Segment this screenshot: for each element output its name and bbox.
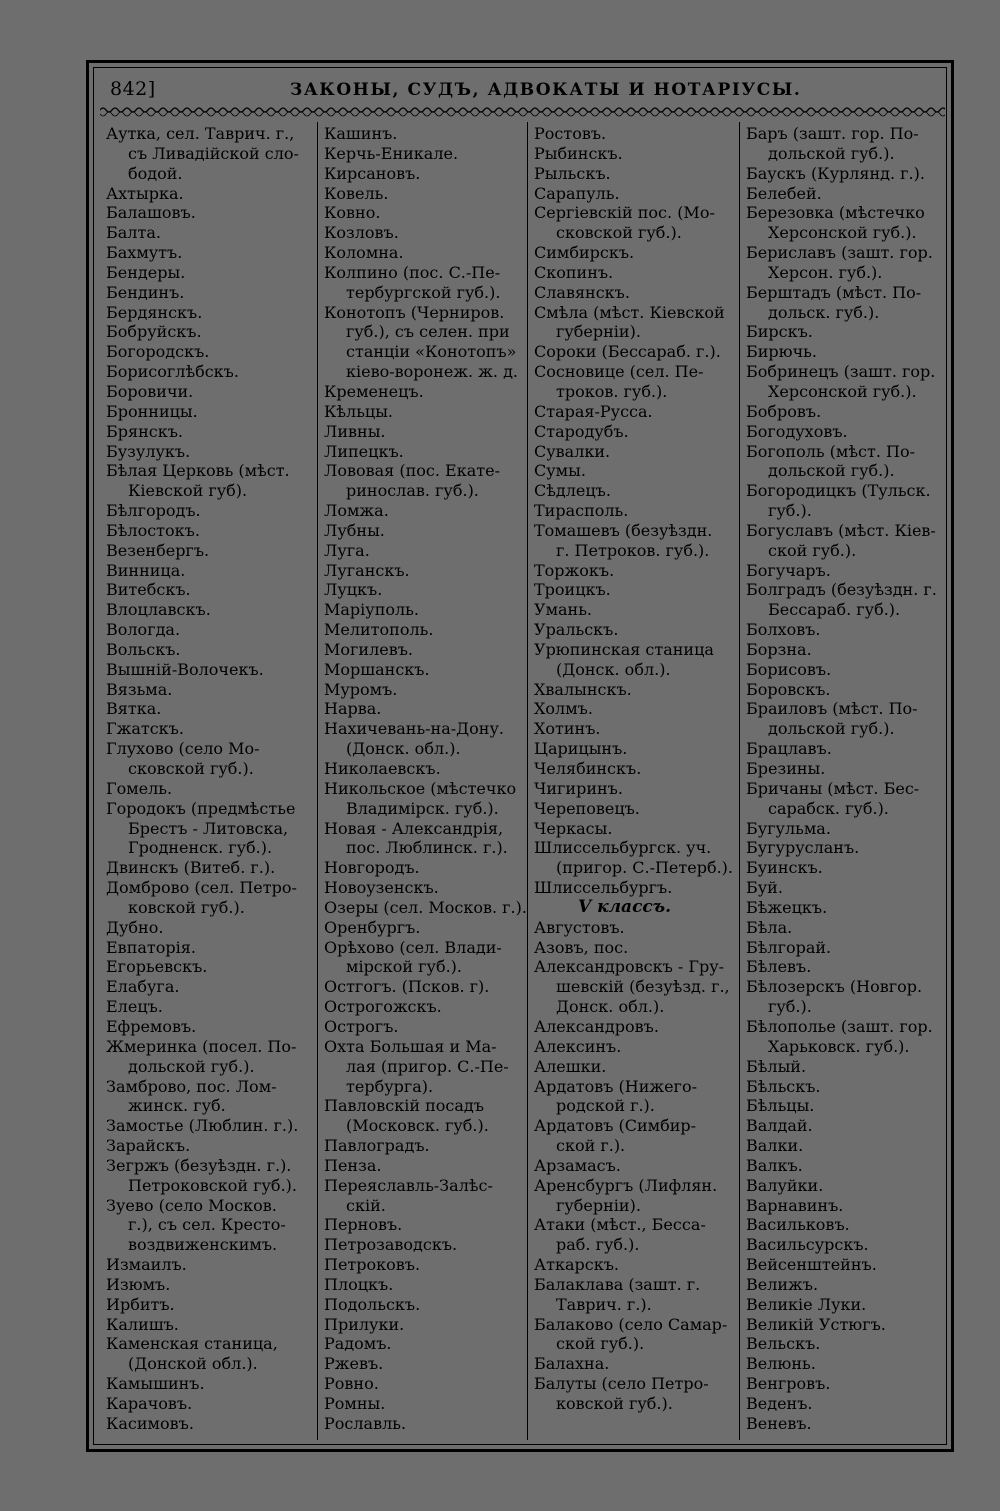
entry-line: Новоузенскъ. xyxy=(324,878,439,898)
entry-line: Новая - Александрія, xyxy=(324,818,504,838)
entry-line: Сосновице (сел. Пе- xyxy=(534,362,704,382)
entry-line: Ахтырка. xyxy=(106,183,184,203)
entry-line: Озеры (сел. Москов. г.). xyxy=(324,897,527,917)
entry-line: Урюпинская станица xyxy=(534,639,714,659)
entry-line: Муромъ. xyxy=(324,679,398,699)
entry-line: Бирючь. xyxy=(746,342,817,362)
entry-line: Рыбинскъ. xyxy=(534,143,623,163)
entry-line: Бѣлополье (зашт. гор. xyxy=(746,1016,933,1036)
entry-line: Липецкъ. xyxy=(324,441,404,461)
entry-line: Гжатскъ. xyxy=(106,719,184,739)
entry-continuation: лая (пригор. С.-Пе- xyxy=(346,1056,509,1076)
entry-line: Изюмъ. xyxy=(106,1274,171,1294)
entry-line: Влоцлавскъ. xyxy=(106,600,211,620)
entry-line: Зуево (село Москов. xyxy=(106,1195,277,1215)
entry-line: Варнавинъ. xyxy=(746,1195,844,1215)
entry-line: Торжокъ. xyxy=(534,560,615,580)
entry-continuation: губерніи). xyxy=(556,1195,641,1215)
entry-line: Баускъ (Курлянд. г.). xyxy=(746,163,925,183)
entry-line: Бобринецъ (зашт. гор. xyxy=(746,362,936,382)
entry-line: Бѣлозерскъ (Новгор. xyxy=(746,977,923,997)
entry-line: Александровъ. xyxy=(534,1016,659,1036)
entry-line: Августовъ. xyxy=(534,917,625,937)
column-3 xyxy=(534,124,734,1414)
entry-line: Хвалынскъ. xyxy=(534,679,632,699)
entry-continuation: ской губ.). xyxy=(556,1334,645,1354)
entry-line: Везенбергъ. xyxy=(106,540,210,560)
entry-line: Сувалки. xyxy=(534,441,611,461)
entry-line: Бѣжецкъ. xyxy=(746,897,828,917)
entry-continuation: тербургской губ.). xyxy=(346,282,501,302)
entry-line: Бугульма. xyxy=(746,818,831,838)
entry-line: Бѣлгородъ. xyxy=(106,501,201,521)
entry-line: Венгровъ. xyxy=(746,1374,831,1394)
entry-line: Белебей. xyxy=(746,183,822,203)
entry-continuation: Таврич. г.). xyxy=(556,1294,652,1314)
entry-line: Сороки (Бессараб. г.). xyxy=(534,342,721,362)
entry-line: Валдай. xyxy=(746,1116,813,1136)
entry-line: Колпино (пос. С.-Пе- xyxy=(324,262,501,282)
entry-line: Бобруйскъ. xyxy=(106,322,202,342)
entry-line: Великіе Луки. xyxy=(746,1294,867,1314)
entry-line: Николаевскъ. xyxy=(324,759,441,778)
entry-line: Нарва. xyxy=(324,699,382,719)
entry-line: Балаково (село Самар- xyxy=(534,1314,728,1334)
entry-line: Борзна. xyxy=(746,639,812,659)
entry-line: Вышній-Волочекъ. xyxy=(106,659,264,679)
entry-line: Вейсенштейнъ. xyxy=(746,1255,877,1275)
entry-continuation: Кіевской губ). xyxy=(128,481,248,501)
entry-line: Перновъ. xyxy=(324,1215,403,1235)
entry-line: Арзамасъ. xyxy=(534,1155,621,1175)
entry-line: Боровскъ. xyxy=(746,679,831,699)
entry-continuation: губ.). xyxy=(768,501,812,521)
entry-line: Оренбургъ. xyxy=(324,917,421,937)
entry-line: Мелитополь. xyxy=(324,620,434,640)
running-head-title: ЗАКОНЫ, СУДЪ, АДВОКАТЫ И НОТАРІУСЫ. xyxy=(290,80,802,100)
entry-line: Луганскъ. xyxy=(324,560,410,580)
entry-line: Бѣльскъ. xyxy=(746,1076,821,1096)
entry-line: Хотинъ. xyxy=(534,719,601,739)
entry-continuation: скій. xyxy=(346,1195,386,1215)
entry-line: Веденъ. xyxy=(746,1394,813,1413)
entry-line: Аренсбургъ (Лифлян. xyxy=(534,1175,718,1195)
entry-line: Калишъ. xyxy=(106,1314,179,1334)
entry-continuation: Донск. обл.). xyxy=(556,997,665,1017)
entry-line: Веневъ. xyxy=(746,1413,812,1433)
entry-continuation: станціи «Конотопъ» xyxy=(346,342,517,362)
entry-line: Рыльскъ. xyxy=(534,163,611,183)
entry-line: Бендинъ. xyxy=(106,282,185,302)
entry-line: Славянскъ. xyxy=(534,282,630,302)
entry-line: Рославль. xyxy=(324,1413,407,1433)
entry-line: Браиловъ (мѣст. По- xyxy=(746,699,918,719)
entry-line: Измаилъ. xyxy=(106,1255,187,1275)
entry-line: Вологда. xyxy=(106,620,181,640)
entry-line: Боровичи. xyxy=(106,381,194,401)
entry-line: Скопинъ. xyxy=(534,262,614,282)
column-4 xyxy=(746,124,946,1434)
entry-continuation: Херсон. губ.). xyxy=(768,262,883,282)
entry-line: Балахна. xyxy=(534,1354,610,1374)
entry-line: Ардатовъ (Симбир- xyxy=(534,1116,697,1136)
entry-line: Елабуга. xyxy=(106,977,180,997)
entry-continuation: родской г.). xyxy=(556,1096,655,1116)
entry-line: Кашинъ. xyxy=(324,124,398,143)
entry-line: Борисовъ. xyxy=(746,659,832,679)
entry-line: Касимовъ. xyxy=(106,1413,194,1433)
entry-line: Стародубъ. xyxy=(534,421,629,441)
entry-continuation: дольской губ.). xyxy=(768,461,895,481)
entry-line: Камышинъ. xyxy=(106,1374,205,1394)
entry-continuation: сковской губ.). xyxy=(128,759,254,778)
entry-continuation: тербурга). xyxy=(346,1076,434,1096)
entry-line: Евпаторія. xyxy=(106,937,196,957)
entry-line: Ломжа. xyxy=(324,501,389,521)
entry-line: Томашевъ (безуѣздн. xyxy=(534,520,713,540)
entry-line: Шлиссельбургск. уч. xyxy=(534,838,712,858)
entry-line: Луцкъ. xyxy=(324,580,383,600)
entry-continuation: Гродненск. губ.). xyxy=(128,838,273,858)
entry-line: Витебскъ. xyxy=(106,580,191,600)
entry-line: Острогожскъ. xyxy=(324,997,442,1017)
entry-continuation: мірской губ.). xyxy=(346,957,462,977)
entry-continuation: (Донск. обл.). xyxy=(346,739,461,759)
entry-line: Великій Устюгъ. xyxy=(746,1314,886,1334)
entry-line: Симбирскъ. xyxy=(534,243,635,263)
entry-line: Бричаны (мѣст. Бес- xyxy=(746,778,920,798)
entry-continuation: шевскій (безуѣзд. г., xyxy=(556,977,730,997)
entry-line: Каменская станица, xyxy=(106,1334,278,1354)
entry-line: Елецъ. xyxy=(106,997,163,1017)
entry-line: Чигиринъ. xyxy=(534,778,623,798)
entry-continuation: жинск. губ. xyxy=(128,1096,226,1116)
entry-continuation: г. Петроков. губ.). xyxy=(556,540,710,560)
entry-line: Двинскъ (Витеб. г.). xyxy=(106,858,276,878)
entry-line: Велюнь. xyxy=(746,1354,816,1374)
entry-line: Бирскъ. xyxy=(746,322,813,342)
entry-line: Охта Большая и Ма- xyxy=(324,1036,497,1056)
entry-line: Конотопъ (Черниров. xyxy=(324,302,505,322)
column-1 xyxy=(106,124,314,1434)
entry-continuation: Бессараб. губ.). xyxy=(768,600,901,620)
entry-line: Бендеры. xyxy=(106,262,186,282)
entry-line: Вязьма. xyxy=(106,679,173,699)
entry-line: Ирбитъ. xyxy=(106,1294,175,1314)
entry-line: Борисоглѣбскъ. xyxy=(106,362,239,382)
entry-line: Балта. xyxy=(106,223,161,243)
entry-line: Ефремовъ. xyxy=(106,1016,197,1036)
entry-line: Прилуки. xyxy=(324,1314,405,1334)
entry-continuation: дольской губ.). xyxy=(768,719,895,739)
entry-line: Балаклава (зашт. г. xyxy=(534,1274,701,1294)
entry-line: Богодуховъ. xyxy=(746,421,848,441)
entry-line: Валуйки. xyxy=(746,1175,824,1195)
entry-line: Вельскъ. xyxy=(746,1334,821,1354)
entry-line: Сергіевскій пос. (Мо- xyxy=(534,203,715,223)
entry-line: Ростовъ. xyxy=(534,124,607,143)
entry-continuation: ринослав. губ.). xyxy=(346,481,479,501)
entry-line: Уральскъ. xyxy=(534,620,619,640)
entry-line: Никольское (мѣстечко xyxy=(324,778,517,798)
entry-line: Радомъ. xyxy=(324,1334,392,1354)
entry-continuation: раб. губ.). xyxy=(556,1235,640,1255)
entry-line: Острогъ. xyxy=(324,1016,399,1036)
entry-continuation: ковской губ.). xyxy=(128,897,245,917)
entry-continuation: (Московск. губ.). xyxy=(346,1116,489,1136)
entry-line: Бѣлевъ. xyxy=(746,957,812,977)
entry-line: Березовка (мѣстечко xyxy=(746,203,925,223)
entry-line: Бериславъ (зашт. гор. xyxy=(746,243,933,263)
entry-line: Аткарскъ. xyxy=(534,1255,619,1275)
entry-line: Богучаръ. xyxy=(746,560,831,580)
entry-line: Ливны. xyxy=(324,421,386,441)
entry-line: Череповецъ. xyxy=(534,798,640,818)
entry-line: Шлиссельбургъ. xyxy=(534,878,673,898)
entry-continuation: Харьковск. губ.). xyxy=(768,1036,910,1056)
entry-line: Болховъ. xyxy=(746,620,821,640)
entry-line: Ковель. xyxy=(324,183,389,203)
entry-continuation: воздвиженскимъ. xyxy=(128,1235,278,1255)
entry-line: Алексинъ. xyxy=(534,1036,622,1056)
entry-line: Сѣдлецъ. xyxy=(534,481,611,501)
entry-line: Бѣлгорай. xyxy=(746,937,832,957)
entry-continuation: бодой. xyxy=(128,163,183,183)
entry-line: Бузулукъ. xyxy=(106,441,191,461)
entry-continuation: Херсонской губ.). xyxy=(768,381,917,401)
entry-line: Старая-Русса. xyxy=(534,401,653,421)
entry-continuation: Херсонской губ.). xyxy=(768,223,917,243)
entry-line: Карачовъ. xyxy=(106,1394,193,1413)
entry-line: Балуты (село Петро- xyxy=(534,1374,709,1394)
entry-continuation: дольск. губ.). xyxy=(768,302,880,322)
entry-line: Керчь-Еникале. xyxy=(324,143,459,163)
entry-continuation: ковской губ.). xyxy=(556,1394,673,1413)
entry-line: Алешки. xyxy=(534,1056,607,1076)
column-divider xyxy=(317,122,318,1440)
entry-line: Бахмутъ. xyxy=(106,243,183,263)
entry-line: Тирасполь. xyxy=(534,501,629,521)
entry-line: Коломна. xyxy=(324,243,404,263)
entry-line: Пенза. xyxy=(324,1155,382,1175)
entry-line: Бронницы. xyxy=(106,401,198,421)
entry-line: Кирсановъ. xyxy=(324,163,421,183)
entry-line: Богородицкъ (Тульск. xyxy=(746,481,931,501)
entry-line: Бѣлый. xyxy=(746,1056,807,1076)
entry-line: Ардатовъ (Нижего- xyxy=(534,1076,697,1096)
entry-line: Гомель. xyxy=(106,778,173,798)
entry-line: Валки. xyxy=(746,1136,804,1156)
entry-line: Могилевъ. xyxy=(324,639,413,659)
entry-line: Ромны. xyxy=(324,1394,386,1413)
entry-line: Бѣльцы. xyxy=(746,1096,815,1116)
entry-line: Винница. xyxy=(106,560,186,580)
entry-line: Бердянскъ. xyxy=(106,302,203,322)
entry-line: Остгогъ. (Псков. г). xyxy=(324,977,490,997)
entry-line: Петрозаводскъ. xyxy=(324,1235,458,1255)
entry-line: Переяславль-Залѣс- xyxy=(324,1175,493,1195)
entry-line: Плоцкъ. xyxy=(324,1274,394,1294)
entry-line: Царицынъ. xyxy=(534,739,628,759)
entry-line: Нахичевань-на-Дону. xyxy=(324,719,504,739)
entry-line: Троицкъ. xyxy=(534,580,611,600)
entry-continuation: дольской губ.). xyxy=(128,1056,255,1076)
entry-line: Вольскъ. xyxy=(106,639,181,659)
entry-line: Бѣлостокъ. xyxy=(106,520,200,540)
entry-line: Ровно. xyxy=(324,1374,379,1394)
entry-line: Лубны. xyxy=(324,520,385,540)
entry-line: Лововая (пос. Екате- xyxy=(324,461,500,481)
entry-line: Замброво, пос. Лом- xyxy=(106,1076,277,1096)
entry-line: Бобровъ. xyxy=(746,401,822,421)
entry-line: Аутка, сел. Таврич. г., xyxy=(106,124,295,143)
entry-continuation: Петроковской губ.). xyxy=(128,1175,297,1195)
entry-line: Луга. xyxy=(324,540,370,560)
entry-line: Бѣла. xyxy=(746,917,793,937)
section-heading: V классъ. xyxy=(578,896,672,917)
entry-line: Брацлавъ. xyxy=(746,739,832,759)
entry-line: Черкасы. xyxy=(534,818,613,838)
entry-line: Брянскъ. xyxy=(106,421,183,441)
entry-line: Болградъ (безуѣздн. г. xyxy=(746,580,937,600)
entry-line: Подольскъ. xyxy=(324,1294,421,1314)
wavy-rule xyxy=(100,104,945,120)
entry-line: Ржевъ. xyxy=(324,1354,384,1374)
page-number: 842] xyxy=(110,78,156,100)
entry-line: Козловъ. xyxy=(324,223,399,243)
entry-continuation: Владимірск. губ.). xyxy=(346,798,499,818)
entry-line: Кѣльцы. xyxy=(324,401,394,421)
entry-line: Маріуполь. xyxy=(324,600,419,620)
entry-line: Буинскъ. xyxy=(746,858,823,878)
entry-line: Зарайскъ. xyxy=(106,1136,191,1156)
entry-line: Дубно. xyxy=(106,917,164,937)
entry-line: Баръ (зашт. гор. По- xyxy=(746,124,919,143)
entry-line: Жмеринка (посел. По- xyxy=(106,1036,297,1056)
entry-continuation: кіево-воронеж. ж. д. xyxy=(346,362,518,382)
entry-continuation: г.), съ сел. Кресто- xyxy=(128,1215,286,1235)
entry-continuation: троков. губ.). xyxy=(556,381,668,401)
entry-continuation: (Донской обл.). xyxy=(128,1354,258,1374)
entry-line: Смѣла (мѣст. Кіевской xyxy=(534,302,725,322)
entry-continuation: (пригор. С.-Петерб.). xyxy=(556,858,734,878)
column-2 xyxy=(324,124,527,1434)
entry-continuation: сарабск. губ.). xyxy=(768,798,889,818)
entry-continuation: съ Ливадійской сло- xyxy=(128,143,299,163)
entry-line: Городокъ (предмѣстье xyxy=(106,798,296,818)
column-divider xyxy=(739,122,740,1440)
entry-line: Моршанскъ. xyxy=(324,659,430,679)
entry-line: Павлоградъ. xyxy=(324,1136,430,1156)
entry-continuation: Брестъ - Литовска, xyxy=(128,818,289,838)
entry-line: Челябинскъ. xyxy=(534,759,642,778)
entry-continuation: дольской губ.). xyxy=(768,143,895,163)
entry-line: Атаки (мѣст., Бесса- xyxy=(534,1215,706,1235)
entry-continuation: пос. Люблинск. г.). xyxy=(346,838,508,858)
entry-continuation: губ.). xyxy=(768,997,812,1017)
entry-line: Азовъ, пос. xyxy=(534,937,629,957)
entry-line: Балашовъ. xyxy=(106,203,196,223)
entry-line: Александровскъ - Гру- xyxy=(534,957,725,977)
entry-continuation: (Донск. обл.). xyxy=(556,659,671,679)
entry-line: Васильковъ. xyxy=(746,1215,850,1235)
column-divider xyxy=(527,122,528,1440)
entry-line: Васильсурскъ. xyxy=(746,1235,869,1255)
entry-line: Буй. xyxy=(746,878,783,898)
entry-line: Богородскъ. xyxy=(106,342,210,362)
entry-line: Бѣлая Церковь (мѣст. xyxy=(106,461,290,481)
entry-line: Егорьевскъ. xyxy=(106,957,208,977)
entry-line: Новгородъ. xyxy=(324,858,420,878)
entry-line: Умань. xyxy=(534,600,593,620)
entry-line: Ковно. xyxy=(324,203,381,223)
entry-line: Зегржъ (безуѣздн. г.). xyxy=(106,1155,292,1175)
entry-line: Домброво (сел. Петро- xyxy=(106,878,297,898)
entry-line: Замостье (Люблин. г.). xyxy=(106,1116,299,1136)
entry-line: Орѣхово (сел. Влади- xyxy=(324,937,502,957)
entry-continuation: ской губ.). xyxy=(768,540,857,560)
entry-line: Берштадъ (мѣст. По- xyxy=(746,282,922,302)
entry-line: Валкъ. xyxy=(746,1155,803,1175)
entry-line: Богуславъ (мѣст. Кіев- xyxy=(746,520,936,540)
entry-line: Кременецъ. xyxy=(324,381,424,401)
entry-line: Бугурусланъ. xyxy=(746,838,860,858)
entry-continuation: сковской губ.). xyxy=(556,223,682,243)
entry-continuation: ской г.). xyxy=(556,1136,626,1156)
entry-line: Брезины. xyxy=(746,759,826,778)
entry-line: Велижъ. xyxy=(746,1274,819,1294)
entry-line: Глухово (село Мо- xyxy=(106,739,260,759)
entry-line: Холмъ. xyxy=(534,699,593,719)
entry-line: Сарапуль. xyxy=(534,183,620,203)
entry-line: Петроковъ. xyxy=(324,1255,421,1275)
entry-line: Сумы. xyxy=(534,461,586,481)
entry-line: Вятка. xyxy=(106,699,162,719)
entry-continuation: губерніи). xyxy=(556,322,641,342)
entry-continuation: губ.), съ селен. при xyxy=(346,322,510,342)
entry-line: Богополь (мѣст. По- xyxy=(746,441,915,461)
entry-line: Павловскій посадъ xyxy=(324,1096,484,1116)
